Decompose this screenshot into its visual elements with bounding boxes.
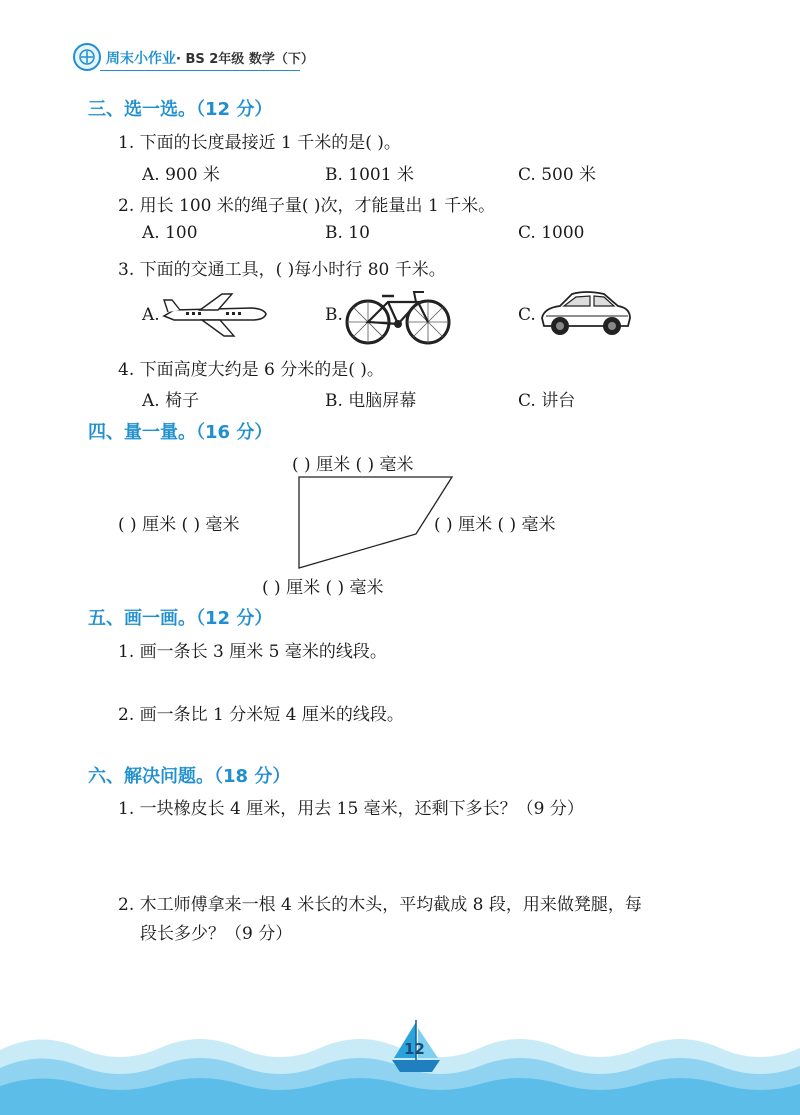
measure-left-blank[interactable]: ( ) 厘米 ( ) 毫米	[118, 515, 240, 535]
section-5-title: 五、画一画。（12 分）	[88, 608, 273, 629]
measure-bottom-blank[interactable]: ( ) 厘米 ( ) 毫米	[262, 578, 384, 598]
page-number: 12	[404, 1040, 425, 1058]
q3-4-option-b[interactable]: B. 电脑屏幕	[325, 391, 417, 411]
section-4-title: 四、量一量。（16 分）	[88, 422, 273, 443]
q6-1-text: 1. 一块橡皮长 4 厘米，用去 15 毫米，还剩下多长？（9 分）	[118, 799, 584, 819]
airplane-icon	[160, 290, 270, 340]
header-subtitle: · BS 2年级 数学（下）	[176, 52, 314, 67]
q3-3-option-a[interactable]: A.	[142, 305, 160, 325]
bicycle-icon	[344, 288, 452, 346]
q3-1-option-a[interactable]: A. 900 米	[142, 165, 220, 185]
q6-2-text-line2: 段长多少？（9 分）	[140, 924, 293, 944]
q3-1-option-c[interactable]: C. 500 米	[518, 165, 597, 185]
q3-3-option-c[interactable]: C.	[518, 305, 536, 325]
header-underline	[100, 70, 300, 71]
q3-1-text: 1. 下面的长度最接近 1 千米的是( )。	[118, 133, 401, 153]
q3-3-option-b[interactable]: B.	[325, 305, 343, 325]
q3-2-text: 2. 用长 100 米的绳子量( )次，才能量出 1 千米。	[118, 196, 496, 216]
section-3-title: 三、选一选。（12 分）	[88, 99, 273, 120]
q5-2-text: 2. 画一条比 1 分米短 4 厘米的线段。	[118, 705, 404, 725]
q3-3-text: 3. 下面的交通工具，( )每小时行 80 千米。	[118, 260, 446, 280]
section-6-title: 六、解决问题。（18 分）	[88, 766, 291, 787]
logo-icon	[72, 42, 102, 72]
measure-top-blank[interactable]: ( ) 厘米 ( ) 毫米	[292, 455, 414, 475]
q3-2-option-c[interactable]: C. 1000	[518, 223, 585, 243]
quadrilateral-shape	[290, 470, 460, 575]
header-title-text: 周末小作业	[106, 51, 176, 67]
q3-4-text: 4. 下面高度大约是 6 分米的是( )。	[118, 360, 384, 380]
q6-2-text-line1: 2. 木工师傅拿来一根 4 米长的木头，平均截成 8 段，用来做凳腿，每	[118, 895, 642, 915]
q3-4-option-c[interactable]: C. 讲台	[518, 391, 576, 411]
measure-right-blank[interactable]: ( ) 厘米 ( ) 毫米	[434, 515, 556, 535]
car-icon	[538, 286, 634, 338]
q3-4-option-a[interactable]: A. 椅子	[142, 391, 200, 411]
q5-1-text: 1. 画一条长 3 厘米 5 毫米的线段。	[118, 642, 387, 662]
q3-2-option-b[interactable]: B. 10	[325, 223, 370, 243]
header-title	[106, 48, 314, 68]
q3-2-option-a[interactable]: A. 100	[142, 223, 198, 243]
q3-1-option-b[interactable]: B. 1001 米	[325, 165, 414, 185]
